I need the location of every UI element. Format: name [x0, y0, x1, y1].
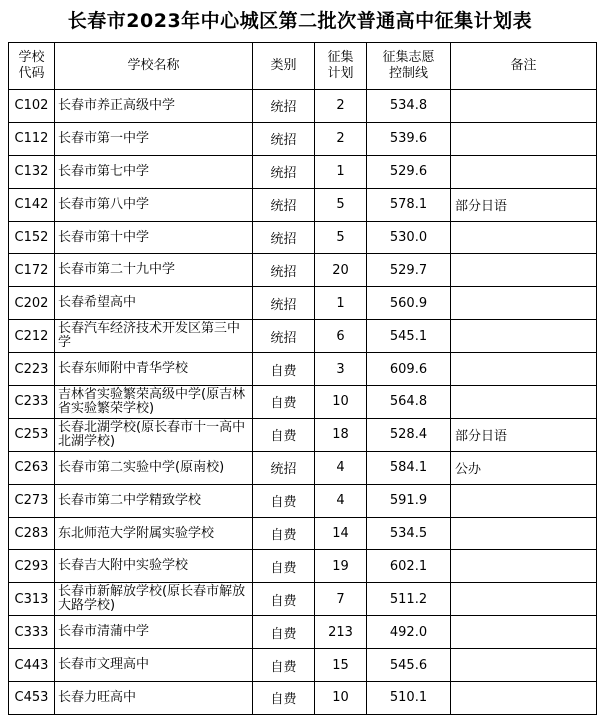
- category-cell: 自费: [253, 484, 315, 517]
- control-score-cell: 529.7: [367, 254, 451, 287]
- school-code-cell: C453: [9, 682, 55, 715]
- category-cell: 自费: [253, 517, 315, 550]
- control-score-cell: 510.1: [367, 682, 451, 715]
- category-cell: 统招: [253, 188, 315, 221]
- school-code-cell: C333: [9, 616, 55, 649]
- control-score-cell: 528.4: [367, 418, 451, 451]
- category-cell: 自费: [253, 583, 315, 616]
- table-row: [9, 616, 597, 649]
- school-code-cell: C132: [9, 155, 55, 188]
- remarks-cell: 公办: [451, 451, 597, 484]
- plan-count-cell: 10: [315, 386, 367, 419]
- category-cell: 统招: [253, 155, 315, 188]
- plan-count-cell: 18: [315, 418, 367, 451]
- category-cell: 统招: [253, 90, 315, 123]
- category-cell: 统招: [253, 320, 315, 353]
- school-code-cell: C283: [9, 517, 55, 550]
- document-title: 长春市2023年中心城区第二批次普通高中征集计划表: [67, 10, 533, 32]
- table-row: [9, 320, 597, 353]
- plan-count-cell: 15: [315, 649, 367, 682]
- category-cell: 自费: [253, 682, 315, 715]
- header-control-score-line1: 征集志愿: [382, 50, 435, 65]
- control-score-cell: 602.1: [367, 550, 451, 583]
- school-code-cell: C152: [9, 221, 55, 254]
- table-row: [9, 682, 597, 715]
- school-code-cell: C443: [9, 649, 55, 682]
- remarks-cell: [451, 221, 597, 254]
- school-code-cell: C293: [9, 550, 55, 583]
- table-row: [9, 517, 597, 550]
- category-cell: 统招: [253, 254, 315, 287]
- category-cell: 自费: [253, 616, 315, 649]
- plan-count-cell: 6: [315, 320, 367, 353]
- header-category: 类别: [253, 43, 315, 90]
- plan-count-cell: 213: [315, 616, 367, 649]
- school-name-cell: 长春力旺高中: [55, 682, 253, 715]
- plan-count-cell: 10: [315, 682, 367, 715]
- plan-count-cell: 1: [315, 155, 367, 188]
- control-score-cell: 534.5: [367, 517, 451, 550]
- header-school-code-line2: 代码: [18, 66, 45, 81]
- table-row: [9, 353, 597, 386]
- table-row: [9, 583, 597, 616]
- header-plan-line2: 计划: [327, 66, 354, 81]
- control-score-cell: 591.9: [367, 484, 451, 517]
- category-cell: 统招: [253, 122, 315, 155]
- header-plan: [315, 43, 367, 90]
- category-cell: 统招: [253, 221, 315, 254]
- remarks-cell: [451, 550, 597, 583]
- plan-count-cell: 2: [315, 90, 367, 123]
- remarks-cell: [451, 122, 597, 155]
- school-name-cell: 长春市第二十九中学: [55, 254, 253, 287]
- table-row: [9, 550, 597, 583]
- school-code-cell: C273: [9, 484, 55, 517]
- remarks-cell: [451, 254, 597, 287]
- remarks-cell: [451, 484, 597, 517]
- remarks-cell: 部分日语: [451, 418, 597, 451]
- remarks-cell: [451, 386, 597, 419]
- table-row: [9, 221, 597, 254]
- school-name-cell: 长春市清蒲中学: [55, 616, 253, 649]
- header-school-code: [9, 43, 55, 90]
- control-score-cell: 578.1: [367, 188, 451, 221]
- table-row: [9, 451, 597, 484]
- school-name-cell: 长春市新解放学校(原长春市解放大路学校): [55, 583, 253, 616]
- table-row: [9, 484, 597, 517]
- control-score-cell: 560.9: [367, 287, 451, 320]
- school-code-cell: C253: [9, 418, 55, 451]
- control-score-cell: 529.6: [367, 155, 451, 188]
- school-code-cell: C172: [9, 254, 55, 287]
- category-cell: 自费: [253, 386, 315, 419]
- school-code-cell: C212: [9, 320, 55, 353]
- header-control-score: [367, 43, 451, 90]
- category-cell: 自费: [253, 353, 315, 386]
- table-row: [9, 90, 597, 123]
- school-name-cell: 长春汽车经济技术开发区第三中学: [55, 320, 253, 353]
- school-code-cell: C112: [9, 122, 55, 155]
- school-name-cell: 长春市第八中学: [55, 188, 253, 221]
- school-name-cell: 长春市第十中学: [55, 221, 253, 254]
- table-row: [9, 418, 597, 451]
- control-score-cell: 564.8: [367, 386, 451, 419]
- control-score-cell: 539.6: [367, 122, 451, 155]
- header-remarks: 备注: [451, 43, 597, 90]
- table-row: [9, 254, 597, 287]
- plan-count-cell: 7: [315, 583, 367, 616]
- plan-count-cell: 4: [315, 451, 367, 484]
- school-code-cell: C142: [9, 188, 55, 221]
- plan-count-cell: 2: [315, 122, 367, 155]
- remarks-cell: 部分日语: [451, 188, 597, 221]
- table-row: [9, 122, 597, 155]
- plan-count-cell: 3: [315, 353, 367, 386]
- plan-count-cell: 5: [315, 221, 367, 254]
- header-row: [9, 43, 597, 90]
- header-plan-line1: 征集: [327, 50, 354, 65]
- remarks-cell: [451, 287, 597, 320]
- control-score-cell: 511.2: [367, 583, 451, 616]
- remarks-cell: [451, 616, 597, 649]
- control-score-cell: 545.1: [367, 320, 451, 353]
- plan-count-cell: 1: [315, 287, 367, 320]
- category-cell: 自费: [253, 418, 315, 451]
- remarks-cell: [451, 90, 597, 123]
- control-score-cell: 545.6: [367, 649, 451, 682]
- category-cell: 统招: [253, 287, 315, 320]
- plan-count-cell: 20: [315, 254, 367, 287]
- remarks-cell: [451, 583, 597, 616]
- plan-count-cell: 19: [315, 550, 367, 583]
- school-code-cell: C263: [9, 451, 55, 484]
- school-name-cell: 东北师范大学附属实验学校: [55, 517, 253, 550]
- school-name-cell: 长春东师附中青华学校: [55, 353, 253, 386]
- remarks-cell: [451, 649, 597, 682]
- plan-count-cell: 4: [315, 484, 367, 517]
- control-score-cell: 530.0: [367, 221, 451, 254]
- control-score-cell: 534.8: [367, 90, 451, 123]
- category-cell: 自费: [253, 550, 315, 583]
- control-score-cell: 609.6: [367, 353, 451, 386]
- enrollment-plan-table: [8, 42, 597, 715]
- plan-count-cell: 5: [315, 188, 367, 221]
- school-name-cell: 长春市第一中学: [55, 122, 253, 155]
- header-control-score-line2: 控制线: [388, 66, 428, 81]
- school-code-cell: C233: [9, 386, 55, 419]
- header-school-code-line1: 学校: [18, 50, 45, 65]
- control-score-cell: 584.1: [367, 451, 451, 484]
- category-cell: 自费: [253, 649, 315, 682]
- control-score-cell: 492.0: [367, 616, 451, 649]
- school-name-cell: 长春市第二实验中学(原南校): [55, 451, 253, 484]
- school-code-cell: C202: [9, 287, 55, 320]
- remarks-cell: [451, 155, 597, 188]
- school-name-cell: 长春吉大附中实验学校: [55, 550, 253, 583]
- school-code-cell: C313: [9, 583, 55, 616]
- remarks-cell: [451, 517, 597, 550]
- school-name-cell: 长春市第七中学: [55, 155, 253, 188]
- school-code-cell: C102: [9, 90, 55, 123]
- table-row: [9, 155, 597, 188]
- school-name-cell: 长春市文理高中: [55, 649, 253, 682]
- school-name-cell: 长春市养正高级中学: [55, 90, 253, 123]
- plan-count-cell: 14: [315, 517, 367, 550]
- school-name-cell: 吉林省实验繁荣高级中学(原吉林省实验繁荣学校): [55, 386, 253, 419]
- category-cell: 统招: [253, 451, 315, 484]
- remarks-cell: [451, 353, 597, 386]
- table-row: [9, 287, 597, 320]
- school-name-cell: 长春北湖学校(原长春市十一高中北湖学校): [55, 418, 253, 451]
- school-name-cell: 长春市第二中学精致学校: [55, 484, 253, 517]
- school-code-cell: C223: [9, 353, 55, 386]
- table-row: [9, 386, 597, 419]
- remarks-cell: [451, 682, 597, 715]
- header-school-name: 学校名称: [55, 43, 253, 90]
- table-row: [9, 188, 597, 221]
- remarks-cell: [451, 320, 597, 353]
- school-name-cell: 长春希望高中: [55, 287, 253, 320]
- table-row: [9, 649, 597, 682]
